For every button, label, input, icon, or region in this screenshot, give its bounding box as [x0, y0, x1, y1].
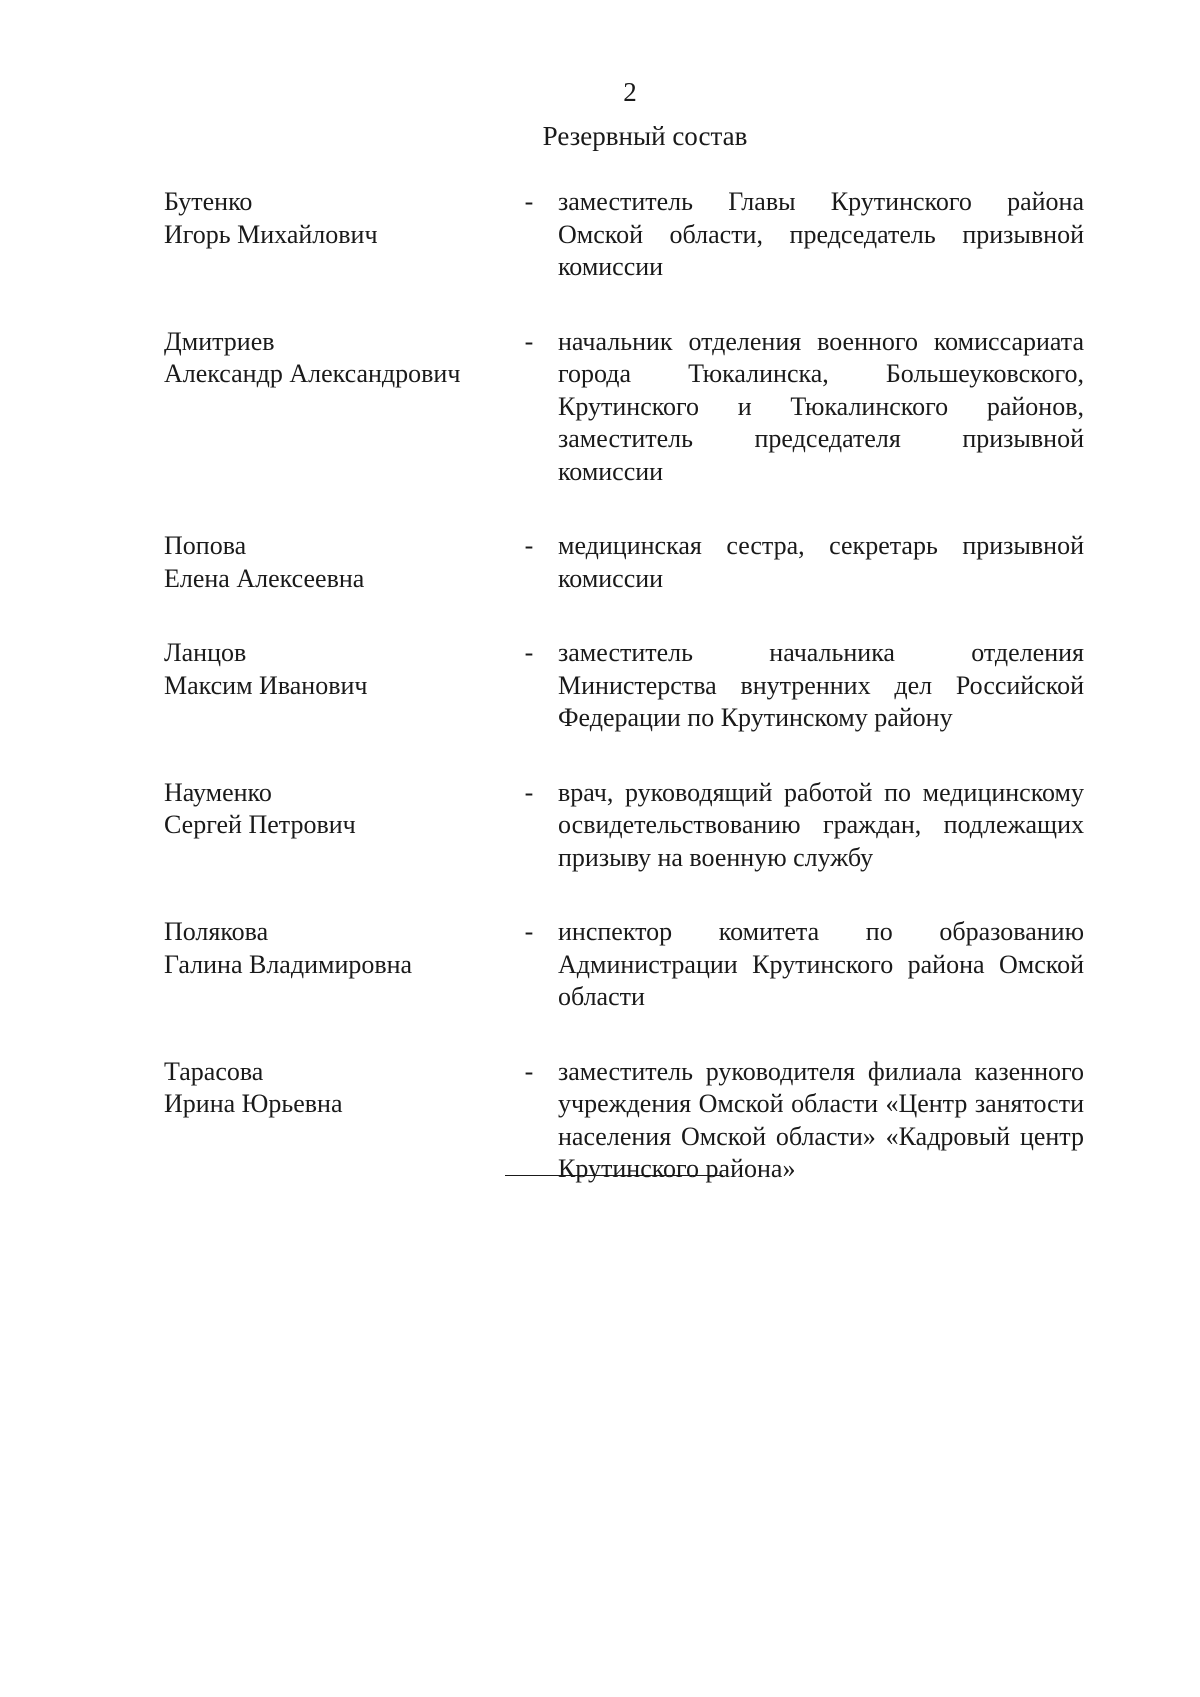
member-role: заместитель руководителя филиала казенного учреждения Омской области «Центр занятости населения Омской области» «Кадровый центр Крутинского района»	[558, 1056, 1084, 1183]
member-role: заместитель Главы Крутинского района Омской области, председатель призывной комиссии	[558, 187, 1084, 281]
member-name	[164, 637, 504, 702]
member-dash: -	[524, 531, 534, 560]
member-role: инспектор комитета по образованию Администрации Крутинского района Омской области	[558, 917, 1084, 1011]
page-number: 2	[623, 77, 637, 107]
member-given-names: Максим Иванович	[164, 670, 368, 700]
member-entry	[164, 530, 1124, 595]
member-dash: -	[524, 917, 534, 946]
member-entry	[164, 1056, 1124, 1186]
member-surname: Полякова	[164, 917, 269, 946]
member-surname: Науменко	[164, 777, 272, 807]
members-list	[164, 186, 1124, 1228]
member-name	[164, 1056, 504, 1121]
member-name	[164, 916, 504, 981]
member-entry	[164, 326, 1124, 489]
member-entry	[164, 186, 1124, 284]
member-given-names: Елена Алексеевна	[164, 563, 365, 593]
member-surname: Дмитриев	[164, 326, 275, 356]
member-surname: Бутенко	[164, 187, 253, 216]
end-rule	[505, 1175, 723, 1176]
member-dash: -	[524, 1056, 534, 1086]
member-role: начальник отделения военного комиссариата города Тюкалинска, Большеуковского, Крутинского и Тюкалинского районов, заместитель председателя призывной комиссии	[558, 326, 1084, 486]
member-name	[164, 326, 504, 391]
section-title: Резервный состав	[542, 121, 748, 151]
member-role: врач, руководящий работой по медицинскому освидетельствованию граждан, подлежащих призыву на военную службу	[558, 777, 1084, 872]
member-given-names: Игорь Михайлович	[164, 219, 378, 249]
member-role: медицинская сестра, секретарь призывной комиссии	[558, 531, 1084, 593]
member-given-names: Галина Владимировна	[164, 949, 413, 979]
member-surname: Тарасова	[164, 1056, 264, 1086]
member-dash: -	[524, 638, 534, 667]
member-name	[164, 186, 504, 251]
member-entry	[164, 777, 1124, 875]
member-name	[164, 777, 504, 842]
member-given-names: Ирина Юрьевна	[164, 1089, 343, 1118]
member-entry	[164, 916, 1124, 1014]
member-surname: Ланцов	[164, 638, 247, 667]
member-entry	[164, 637, 1124, 735]
member-given-names: Александр Александрович	[164, 359, 461, 388]
member-name	[164, 530, 504, 595]
member-given-names: Сергей Петрович	[164, 810, 356, 839]
member-surname: Попова	[164, 531, 247, 560]
member-dash: -	[524, 777, 534, 807]
member-role: заместитель начальника отделения Министерства внутренних дел Российской Федерации по Крутинскому району	[558, 638, 1084, 732]
member-dash: -	[524, 326, 534, 356]
member-dash: -	[524, 187, 534, 216]
